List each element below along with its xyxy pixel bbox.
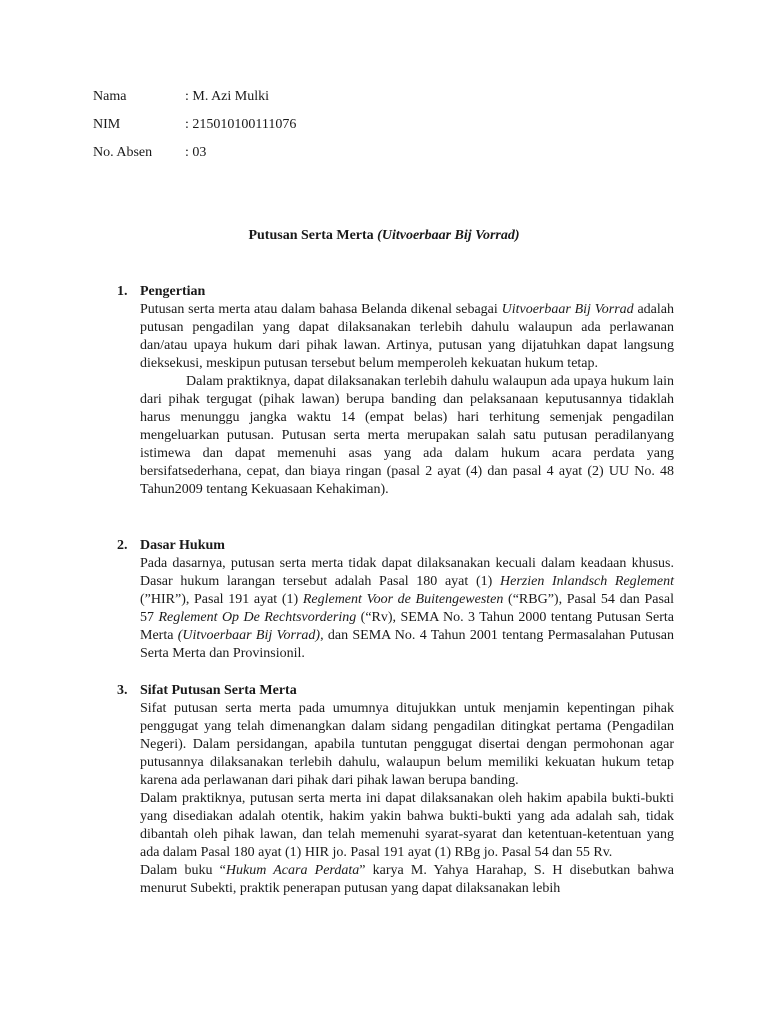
title-italic: (Uitvoerbaar Bij Vorrad) [377, 228, 520, 243]
section-title: Dasar Hukum [140, 538, 225, 553]
paragraph [140, 301, 674, 373]
text-run: (”HIR”), Pasal 191 ayat (1) [140, 592, 303, 607]
document-title [0, 227, 768, 245]
text-run: , dan SEMA No. 4 Tahun 2001 tentang Permasalahan Putusan Serta Merta dan Provinsionil. [140, 628, 675, 661]
identity-block [93, 88, 296, 172]
paragraph: Sifat putusan serta merta pada umumnya ditujukkan untuk menjamin kepentingan pihak penggugat yang telah dimenangkan dalam sidang pengadilan ditingkat pertama (Pengadilan Negeri). Dalam persidangan, apabila tuntutan penggugat disertai dengan permohonan agar putusannya dilaksanakan terlebih dahulu, walaupun belum memiliki kekuatan hukum tetap karena ada perlawanan dari pihak dari pihak lawan berupa banding. [140, 701, 674, 788]
title-main: Putusan Serta Merta [248, 228, 378, 243]
identity-row-nama [93, 88, 296, 116]
paragraph: Dalam praktiknya, putusan serta merta ini dapat dilaksanakan oleh hakim apabila bukti-bukti yang disediakan adalah otentik, hakim yakin bahwa bukti-bukti yang ada adalah sah, tidak dibantah oleh pihak lawan, dan telah memenuhi syarat-syarat dan ketentuan-ketentuan yang ada dalam Pasal 180 ayat (1) HIR jo. Pasal 191 ayat (1) RBg jo. Pasal 54 dan 55 Rv. [140, 791, 674, 860]
identity-value: : 03 [185, 145, 207, 160]
section-title: Sifat Putusan Serta Merta [140, 683, 297, 698]
identity-value: : 215010100111076 [185, 117, 297, 132]
italic-term: Reglement Voor de Buitengewesten [302, 592, 504, 607]
section-body [140, 555, 674, 663]
text-run: Putusan serta merta atau dalam bahasa Belanda dikenal sebagai [140, 302, 502, 317]
section-heading [117, 537, 674, 555]
italic-term: Reglement Op De Rechtsvordering [158, 610, 357, 625]
section-heading [117, 283, 674, 301]
identity-label: NIM [93, 117, 121, 132]
text-run: ” karya M. Yahya Harahap, S. H disebutkan bahwa menurut Subekti, praktik penerapan putusan yang dapat dilaksanakan lebih [140, 863, 675, 896]
section-number: 2. [117, 538, 128, 553]
identity-row-nim [93, 116, 296, 144]
section-number: 3. [117, 683, 128, 698]
section-number: 1. [117, 284, 128, 299]
italic-term: (Uitvoerbaar Bij Vorrad) [177, 628, 321, 643]
italic-term: Hukum Acara Perdata [225, 863, 360, 878]
paragraph [140, 862, 674, 898]
section-title: Pengertian [140, 284, 206, 299]
text-run: (“RBG”), Pasal 54 dan Pasal 57 [140, 592, 675, 625]
section-body [140, 700, 674, 898]
italic-term: Herzien Inlandsch Reglement [500, 574, 675, 589]
identity-row-absen [93, 144, 296, 172]
text-run: Pada dasarnya, putusan serta merta tidak dapat dilaksanakan kecuali dalam keadaan khusus. Dasar hukum larangan tersebut adalah Pasal 180 ayat (1) [140, 556, 674, 589]
section-pengertian [117, 283, 674, 499]
text-run: Dalam buku “ [140, 863, 226, 878]
identity-value: : M. Azi Mulki [185, 89, 270, 104]
section-heading [117, 682, 674, 700]
text-run: (“Rv), SEMA No. 3 Tahun 2000 tentang Putusan Serta Merta [140, 610, 675, 643]
text-run: adalah putusan pengadilan yang dapat dilaksanakan terlebih dahulu walaupun ada perlawanan dan/atau upaya hukum dari pihak lawan. Artinya, putusan yang dijatuhkan dapat langsung dieksekusi, meskipun putusan tersebut belum memperoleh kekuatan hukum tetap. [140, 302, 674, 371]
paragraph: Dalam praktiknya, dapat dilaksanakan terlebih dahulu walaupun ada upaya hukum lain dari pihak tergugat (pihak lawan) berupa banding dan pelaksanaan keputusannya tidaklah harus menunggu jangka waktu 14 (empat belas) hari terhitung semenjak pengadilan mengeluarkan putusan. Putusan serta merta merupakan salah satu putusan peradilanyang istimewa dan dapat memenuhi asas yang ada dalam hukum acara perdata yang bersifatsederhana, cepat, dan biaya ringan (pasal 2 ayat (4) dan pasal 4 ayat (2) UU No. 48 Tahun2009 tentang Kekuasaan Kehakiman). [140, 374, 674, 497]
section-body [140, 301, 674, 499]
identity-label: Nama [93, 89, 127, 104]
italic-term: Uitvoerbaar Bij Vorrad [501, 302, 634, 317]
section-sifat-putusan [117, 682, 674, 898]
section-dasar-hukum [117, 537, 674, 663]
identity-label: No. Absen [93, 145, 153, 160]
paragraph [140, 555, 674, 663]
